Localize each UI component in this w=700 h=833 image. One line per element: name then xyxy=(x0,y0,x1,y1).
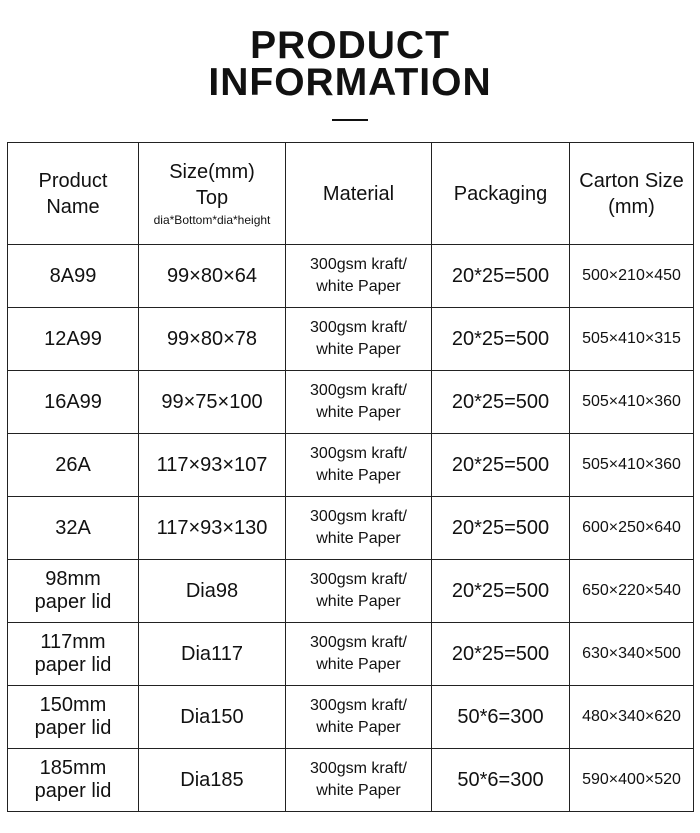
cell-carton-size: 505×410×360 xyxy=(570,371,694,434)
cell-size: 117×93×130 xyxy=(139,497,286,560)
table-row xyxy=(8,371,694,434)
cell-product-name: 32A xyxy=(8,497,139,560)
table-row xyxy=(8,623,694,686)
cell-size: Dia150 xyxy=(139,686,286,749)
title-divider xyxy=(332,119,368,121)
header-product-name: Product Name xyxy=(8,143,139,245)
cell-packaging: 20*25=500 xyxy=(432,245,570,308)
table-row xyxy=(8,245,694,308)
cell-packaging: 20*25=500 xyxy=(432,308,570,371)
cell-packaging: 20*25=500 xyxy=(432,371,570,434)
table-row xyxy=(8,560,694,623)
cell-material: 300gsm kraft/ white Paper xyxy=(286,686,432,749)
cell-material: 300gsm kraft/ white Paper xyxy=(286,497,432,560)
table-row xyxy=(8,434,694,497)
cell-product-name: 16A99 xyxy=(8,371,139,434)
cell-carton-size: 480×340×620 xyxy=(570,686,694,749)
cell-size: Dia117 xyxy=(139,623,286,686)
cell-size: 99×75×100 xyxy=(139,371,286,434)
cell-packaging: 20*25=500 xyxy=(432,560,570,623)
cell-material: 300gsm kraft/ white Paper xyxy=(286,749,432,812)
cell-product-name: 185mm paper lid xyxy=(8,749,139,812)
cell-packaging: 50*6=300 xyxy=(432,749,570,812)
cell-material: 300gsm kraft/ white Paper xyxy=(286,308,432,371)
cell-packaging: 20*25=500 xyxy=(432,623,570,686)
cell-carton-size: 505×410×360 xyxy=(570,434,694,497)
table-header-row xyxy=(8,143,694,245)
cell-product-name: 26A xyxy=(8,434,139,497)
cell-material: 300gsm kraft/ white Paper xyxy=(286,434,432,497)
product-info-table xyxy=(7,142,694,812)
title-line-2: INFORMATION xyxy=(208,61,492,104)
cell-product-name: 117mm paper lid xyxy=(8,623,139,686)
cell-product-name: 8A99 xyxy=(8,245,139,308)
cell-size: 99×80×78 xyxy=(139,308,286,371)
header-carton-size: Carton Size (mm) xyxy=(570,143,694,245)
cell-size: Dia98 xyxy=(139,560,286,623)
cell-carton-size: 630×340×500 xyxy=(570,623,694,686)
table-row xyxy=(8,308,694,371)
cell-size: 99×80×64 xyxy=(139,245,286,308)
cell-product-name: 12A99 xyxy=(8,308,139,371)
table-row xyxy=(8,749,694,812)
cell-carton-size: 505×410×315 xyxy=(570,308,694,371)
table-body xyxy=(8,245,694,812)
table-row xyxy=(8,686,694,749)
cell-carton-size: 500×210×450 xyxy=(570,245,694,308)
cell-carton-size: 590×400×520 xyxy=(570,749,694,812)
cell-material: 300gsm kraft/ white Paper xyxy=(286,245,432,308)
cell-packaging: 50*6=300 xyxy=(432,686,570,749)
cell-carton-size: 650×220×540 xyxy=(570,560,694,623)
cell-size: 117×93×107 xyxy=(139,434,286,497)
table-row xyxy=(8,497,694,560)
cell-packaging: 20*25=500 xyxy=(432,497,570,560)
cell-carton-size: 600×250×640 xyxy=(570,497,694,560)
cell-packaging: 20*25=500 xyxy=(432,434,570,497)
title-line-1: PRODUCT xyxy=(250,24,450,67)
cell-size: Dia185 xyxy=(139,749,286,812)
header-size: Size(mm) Top dia*Bottom*dia*height xyxy=(139,143,286,245)
cell-material: 300gsm kraft/ white Paper xyxy=(286,371,432,434)
cell-product-name: 150mm paper lid xyxy=(8,686,139,749)
header-packaging: Packaging xyxy=(432,143,570,245)
cell-product-name: 98mm paper lid xyxy=(8,560,139,623)
cell-material: 300gsm kraft/ white Paper xyxy=(286,560,432,623)
page-title xyxy=(0,0,700,104)
header-material: Material xyxy=(286,143,432,245)
cell-material: 300gsm kraft/ white Paper xyxy=(286,623,432,686)
